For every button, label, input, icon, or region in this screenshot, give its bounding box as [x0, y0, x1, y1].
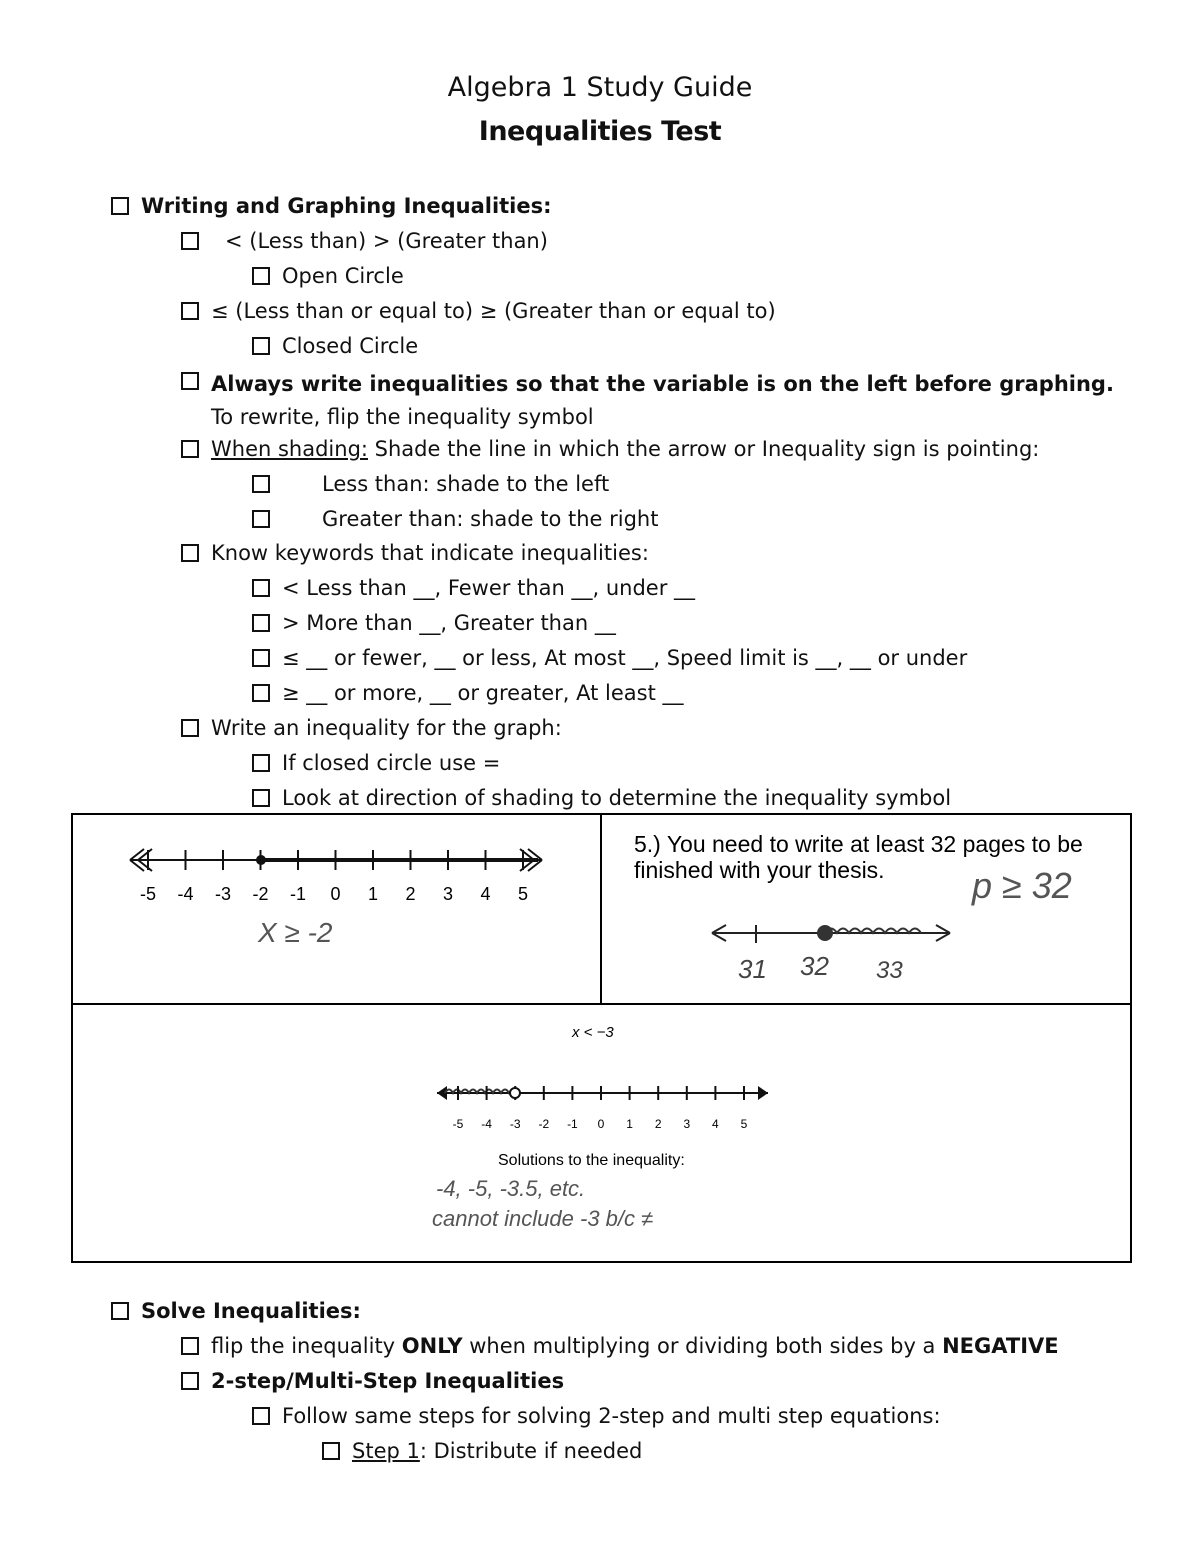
tick-label: -4: [177, 884, 194, 904]
list-item: < Less than __, Fewer than __, under __: [282, 576, 696, 600]
tick-label: -1: [567, 1117, 578, 1131]
tick-label: 31: [738, 954, 767, 984]
emphasis-text: Always write inequalities so that the variable is on the left before graphing.: [211, 372, 1114, 396]
body-text: flip the inequality: [211, 1334, 402, 1358]
body-text: To rewrite, flip the inequality symbol: [211, 405, 594, 429]
tick-label: 3: [683, 1117, 691, 1131]
list-item: Write an inequality for the graph:: [211, 716, 562, 740]
problem-text: finished with your thesis.: [634, 857, 885, 883]
tick-label: 3: [442, 884, 454, 904]
list-item: Greater than: shade to the right: [322, 507, 659, 531]
figure-3-number-line: [432, 1024, 768, 1231]
open-circle-point: [510, 1088, 520, 1098]
list-item: Look at direction of shading to determine the inequality symbol: [282, 786, 952, 810]
body-text: : Distribute if needed: [419, 1439, 643, 1463]
tick-label: -4: [481, 1117, 492, 1131]
tick-label: -1: [289, 884, 307, 904]
tick-label: 4: [712, 1117, 719, 1131]
list-item: < (Less than) > (Greater than): [225, 229, 548, 253]
handwritten-answer: X ≥ -2: [258, 917, 333, 948]
tick-label: 5: [740, 1117, 748, 1131]
checkbox[interactable]: [111, 1302, 129, 1320]
list-item: > More than __, Greater than __: [282, 611, 616, 635]
list-item: Less than: shade to the left: [322, 472, 610, 496]
handwritten-note: cannot include -3 b/c ≠: [432, 1206, 654, 1231]
list-item: If closed circle use =: [282, 751, 501, 775]
body-text: Shade the line in which the arrow or Inequality sign is pointing:: [367, 437, 1040, 461]
right-arrow-icon: [758, 1086, 768, 1100]
emphasis-text: NEGATIVE: [942, 1334, 1059, 1358]
problem-text: 5.) You need to write at least 32 pages to be: [634, 831, 1083, 857]
body-text: when multiplying or dividing both sides by a: [462, 1334, 943, 1358]
figure-1-number-line: [130, 849, 542, 948]
checkbox[interactable]: [322, 1442, 340, 1460]
list-item: Open Circle: [282, 264, 404, 288]
handwritten-note: -4, -5, -3.5, etc.: [436, 1176, 586, 1201]
checkbox[interactable]: [181, 1372, 199, 1390]
list-item: [352, 1438, 642, 1464]
list-item: ≥ __ or more, __ or greater, At least __: [282, 681, 684, 705]
underlined-text: When shading:: [211, 437, 368, 461]
closed-circle-point: [817, 925, 833, 941]
tick-label: 2: [405, 884, 416, 904]
tick-label: -3: [214, 884, 232, 904]
list-item: Know keywords that indicate inequalities:: [211, 541, 649, 565]
page-subtitle: Inequalities Test: [478, 116, 722, 147]
list-item: Closed Circle: [282, 334, 419, 358]
step-label: Step 1: [352, 1439, 420, 1463]
tick-label: -5: [452, 1117, 464, 1131]
tick-label: -3: [509, 1117, 521, 1131]
list-item: ≤ (Less than or equal to) ≥ (Greater than or equal to): [211, 299, 776, 323]
section-heading: Solve Inequalities:: [141, 1299, 361, 1323]
tick-label: 1: [367, 884, 379, 904]
tick-label: 2: [654, 1117, 662, 1131]
tick-label: -2: [252, 884, 269, 904]
tick-label: 1: [626, 1117, 633, 1131]
section-heading: Writing and Graphing Inequalities:: [141, 194, 552, 218]
tick-label: 5: [517, 884, 529, 904]
list-item: 2-step/Multi-Step Inequalities: [211, 1369, 565, 1393]
list-item: Follow same steps for solving 2-step and multi step equations:: [282, 1404, 941, 1428]
handwritten-answer: p ≥ 32: [972, 865, 1072, 906]
list-item: [211, 1333, 1059, 1359]
solutions-label: Solutions to the inequality:: [498, 1152, 685, 1169]
tick-label: 0: [330, 884, 341, 904]
tick-label: 32: [800, 951, 829, 981]
tick-label: 4: [480, 884, 491, 904]
page-title: Algebra 1 Study Guide: [447, 72, 753, 103]
tick-label: 33: [876, 957, 903, 984]
figure-2-word-problem: [634, 831, 1083, 984]
closed-circle-point: [256, 855, 266, 865]
tick-label: -5: [139, 884, 157, 904]
inequality-label: x < −3: [572, 1024, 614, 1041]
list-item: ≤ __ or fewer, __ or less, At most __, Speed limit is __, __ or under: [282, 646, 968, 670]
tick-label: -2: [538, 1117, 550, 1131]
checkbox[interactable]: [181, 1337, 199, 1355]
tick-label: 0: [597, 1117, 605, 1131]
checkbox[interactable]: [252, 1407, 270, 1425]
emphasis-text: ONLY: [401, 1334, 463, 1358]
